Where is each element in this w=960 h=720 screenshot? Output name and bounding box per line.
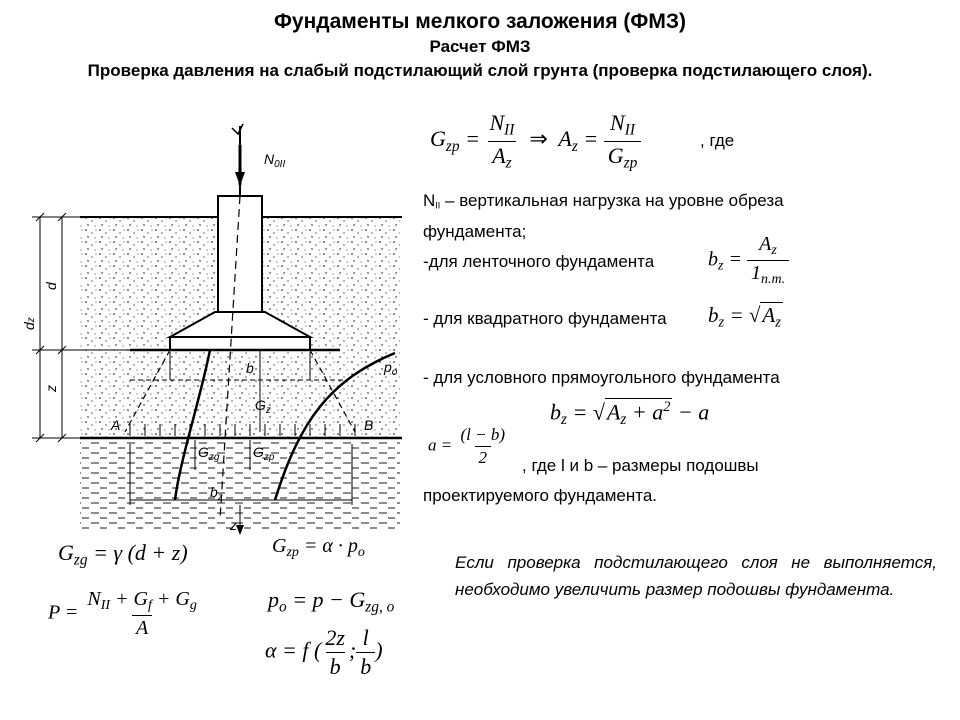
gzp-label: $G_{zp}$ xyxy=(253,444,275,463)
gz-label: $G_z$ xyxy=(255,397,271,416)
point-a-label: A xyxy=(111,417,121,433)
formula-rect: $b_z = √A_z + a^2 - a$ xyxy=(550,399,710,428)
bz-label: $b_z$ xyxy=(210,484,223,503)
formula-po: $p_o = p - G_{zg, o}$ xyxy=(268,587,395,616)
page-subtitle: Расчет ФМЗ xyxy=(429,37,531,56)
rect-foundation-text: - для условного прямоугольного фундамента xyxy=(423,368,780,387)
formula-p: P = $\frac{N_{II} + G_f + G_g}{A}$ xyxy=(48,588,197,640)
formula-gzg: $G_{zg} = \gamma$ (d + z) xyxy=(58,540,188,569)
width-b-label: b xyxy=(246,360,254,376)
strip-foundation-text: -для ленточного фундамента xyxy=(423,252,655,271)
formula-square: $b_z = √A_z$ xyxy=(708,303,781,331)
note-text: Если проверка подстилающего слоя не выполняется, необходимо увеличить размер подошвы фундамента. xyxy=(455,553,937,599)
formula-gzp: $G_{zp} = \alpha \cdot p_o$ xyxy=(272,535,365,561)
n-description: $N_{II}$ – вертикальная нагрузка на уровне обреза xyxy=(423,191,784,211)
depth-d-label: d xyxy=(43,282,59,290)
load-arrow xyxy=(232,124,245,196)
load-label: $N_{0II}$ xyxy=(264,151,286,170)
square-foundation-text: - для квадратного фундамента xyxy=(423,309,667,328)
section-heading: Проверка давления на слабый подстилающий слой грунта (проверка подстилающего слоя). xyxy=(87,61,873,80)
po-label: $p_o$ xyxy=(384,359,398,378)
point-b-label: B xyxy=(364,417,374,433)
formula-main-where: , где xyxy=(700,131,735,150)
page-title: Фундаменты мелкого заложения (ФМЗ) xyxy=(274,10,686,33)
a-description-cont: проектируемого фундамента. xyxy=(423,486,658,505)
z-axis-label: z xyxy=(230,517,237,533)
n-description-cont: фундамента; xyxy=(423,222,527,241)
formula-main: $G_{zp}$ = $\frac{N_{II}}{A_z}$ ⇒ $A_z$ = $\frac{N_{II}}{G_{zp}}$ xyxy=(430,110,641,172)
formula-alpha: α = f ( $\frac{2z}{b}$ ; $\frac{l}{b}$ ) xyxy=(265,625,383,679)
formula-strip: $b_z$ = $\frac{A_z}{1_{n.m.}}$ xyxy=(708,233,789,288)
gzg-label: $G_{zg}$ xyxy=(198,444,220,463)
formula-a: a = $\frac{(l - b)}{2}$ xyxy=(428,425,506,467)
depth-dz-label: dz xyxy=(21,317,37,330)
depth-z-label: z xyxy=(43,385,59,392)
a-description: , где l и b – размеры подошвы xyxy=(522,456,759,475)
